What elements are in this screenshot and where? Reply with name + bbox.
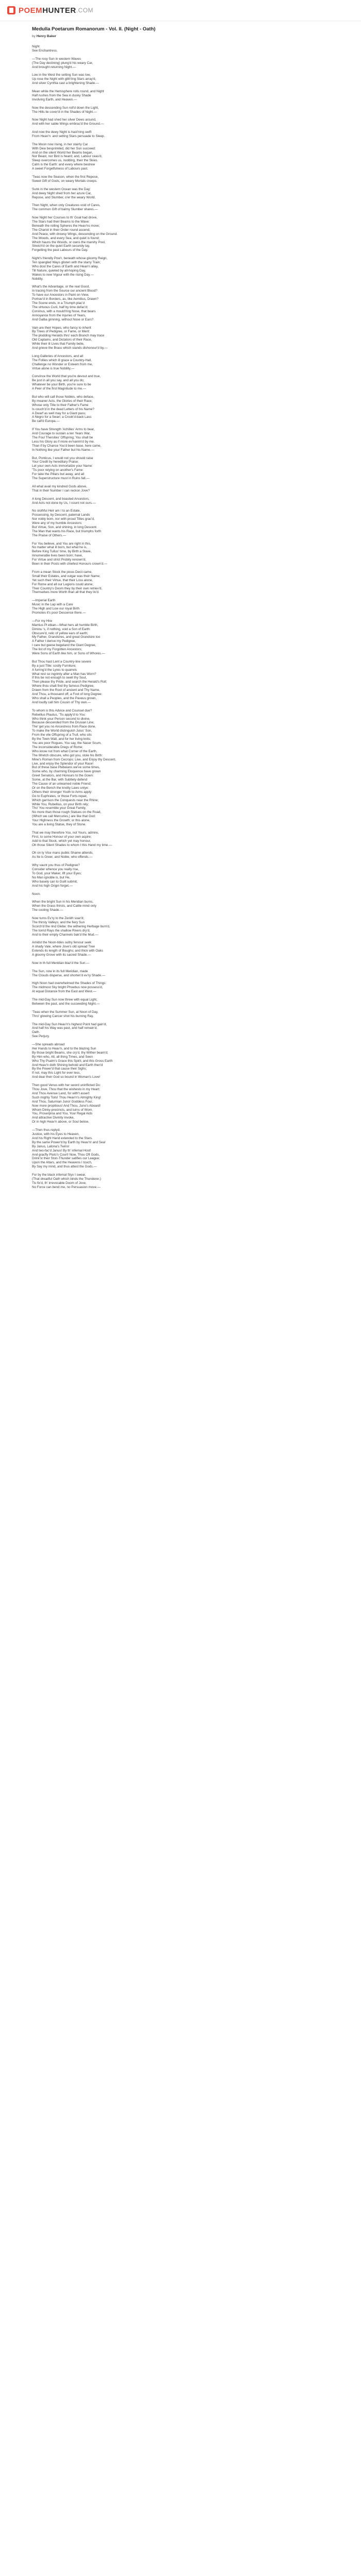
poem-author-line (32, 34, 341, 39)
site-logo[interactable] (7, 6, 93, 15)
site-header (0, 0, 361, 21)
poem-container (32, 21, 341, 1190)
logo-icon (7, 6, 15, 14)
poem-body: Night See Enchantress. —The rosy Sun in western Waves (The Day declining) plung'd his weary Car, And brought returning Night.— Low in the West the setting Sun was low, Up rose the Night with glitt'ring Stars array'd, And silver Cynthia cast a brightening Shade.— Mean while the Hemisphere rolls round, and Night Half rushes from the Sea in dusky Shade Involving Earth, and Heaven.— Now the descending Sun roll'd down the Light, The Hills lie cover'd in the Shades of Night.— Now Night had shed her silver Dews around, And with her sable Wings embrac'd the Ground.— And now the dewy Night is hast'ning swift From Heav'n: and setting Stars persuade to Sleep. The Moon now rising, in her starrly Car With Dew besprinkled, did her Sun succeed: And on the silent World her Beams began, Nor Beast, nor Bird is heard; and, Labour ceas'd, Sleep overcomes us, nodding, their the Skies. Calm is the Earth: and every where bestrew A sweet Forgetfulness of Labours past. 'Twas now the Season, when the first Repose, Sweet Gift of Gods, on weary Mortals creeps. Sunk in the western Ocean was the Day: And dewy Night shed from her azure Car, Repose, and Slumber, o'er the weary World. Then Night, when only Creatures void of Cares, The common Gift of balmy Slumber shares.— Now Night her Courses to th' Goal had drove, The Stars had their Beams to the Wave: Beneath the rolling Spheres the Heav'ns move; The Chariot in their Order round ascend, And Peace, with drowsy Wings, descending on the Ground. The Woods, and every Sea, and quiet is found; Which hauns the Woods, or owns the marshy Pool, Stretch'd on the quiet Earth securely lay, Forgetting the past Labours of the Day. Night's friendly Pow'r, beneath whose gloomy Reign, Ten spangled Ways glisten with the starry Train; Who dost the Cares of Earth and Heav'n allay, Till Nature, quieted by all-hoping Day, Wakes to new Vigour with the rising Day.— Nobility. What's the Advantage, or the real Good, In tracing from the Source our ancient Blood? To have our Ancestors in Paint on View, Portrav'd in Borders, as, like Aemilius, Drawn? The Scene ends, in a Triumph plac'd The virtuous Curii, half by time defac'd; Corvinus, with a mould'ring Nose, that bears Annoyance from the Injuries of Years, And Galba grinning, without Nose or Ears? Vain are their Hopes, who fancy to inherit By Trees of Pedigree, or Fame, or Merit: The plodding Heralds thro' each Branch may trace Old Captains, and Dictators of their Race, While their ill Lives that Family belie, And grieve the Brass which stands dishonour'd by.— Long Galleries of Ancestors, and all The Follies which ill grace a Country-Hall, Challenge no Wonder or Esteem from me, Virtue alone is true Nobility.— Convince the World that you're devout and true, Be just in all you say, and all you do; Whatever be your Birth, you're sure to be A Peer of the first Magnitude to me.— But who will call those Nobles, who deface, By meaner Acts, the Glories of their Race; Whose only Title to their Father's Fame Is couch'd in the dead Letters of his Name? A Dwarf as well may for a Giant pass; A Negro for a Swan; a Crook'd-back Lass Be call'd Europa.— If You have Strength 'Achilles' Arms to bear, And Courage to sustain a ten Years War, The Foul Thersites' Offspring; You shall be Less his Glory as if more ev'nanim'd by me. Than if by Chance You'd been base, here came, In Nothing like your Father but his Name.— But, Ponticus, I would not you should raise Your Credit by hereditary Praise; Let your own Acts immortalize your Name: 'Tis poor relying on another's Fame: For take the Pillars but away, and all The Superstructure must in Ruins fall.— All what avail my kindred Gods above, That in their Number I can reckon Jove? A long Descent, and boasted Ancestors, And Acts not done by Us, I count not ours.— No slothful Heir am I to an Estate, Possessing, by Descent, paternal Lands Nor nobly born, nor with proud Titles grac'd, Were any of my humble Ancestors: But Virtue, Son, and shining, in long Descent. The Man that wants his Race, but triumphs forth The Praise of Others.— For You believe, and You are right in this, No matter what ill born, but what he is, Before King Tullus' time, by Birth a Slave, Innumerable lives been born; have, For Virtue and strict Probity renown'd, Been in their Posts with chiefest Honours crown'd.— From a mean Stock the pious Decii came, Small their Estates, and vulgar was their Name; Yet such their Virtue, that their Loss alone, For Rome and all our Legions could atone; Their Country's Doom they by their own retriev'd, Themselves more Worth than all that they liv'd. —Imperial Earth Music in the Lap with a Care The High and Low our royal Birth Promotes it's poor Descence there.— —For my Hire Mamius Pl ebian—What hers all humble Birth, Diminu 's, if nothing, void a Son of Earth: Obscure'd, relic of yellow ears of earth; My Father, Grandsires, and great Grandsire too A Father I derive my Pedigree, I care but geese begeland the Giant Degree, The list of my Forgotten Ancestors; Were Sons of Earth like him, or Sons of Whores.— But Thou hast Lent a Country-line severe By a just Title: costly Furniture; A furring'd the Lyres to quarrels What rest so ingrimly after a Man has Worn? If this be not enough to swell thy Soul, Then please thy Pride, and search the Herald's Roll; Where thou shalt find thy famous Pedigree, Drawn from the Root of ancient and Thy Name, And Thou, a thousand off, a Fool of long Degree: Who shall a Peoples, and the Paveus grown, And loudly call him Cousin of Thy own.— To whom is this Advice and Counsel due? Rebellius Plautus, 'Tis apply'd to You: Who think your Person second to divine, Because descended from the Drusian Line; The' get you no Ancestress from Race done, To make the World distinguish Julus' Son, From the vile Offspring of a Trull, who sits By the Town Wall, and for her living knits; You are poor Rogues, You say, the Naser Scum, The inconsiderable Dregs of Rome; Who know not from what Corner of the Earth, The Wretch obscure, who got you, stole his Birth: Mine's Roman from Cecrops: Live, and Enjoy thy Descent, Live, and enjoy the Splendor of your Race! But of these base Plebeians we've some times, Some who, by charming Eloquence have grown Greet Senators, and Honours to the Gown: Some, at the Bar, with Subtlety defend The Cause of an unlearned noble Friend; Or on the Bench the knotty Laws untye: Others their stronger Youth to Arms apply: Go to Euphrates, or those Forts repair, Which garrison the Conquests near the Rhine; While You, Rubellius, on your Birth rely; Tho' You resemble your Great Family, No more than those rough Statues on the Road, (Which we call Mercuries,) are like that God: Your Highness the Growth; or this alone, You are a living Statue, they of Stone. That we may therefore You, not Yours, admire, First, to some Honour of your own aspire; Add to that Stock, which yet may honour, Oh those Silent Shades to whom I this Hand my time.— Oh on ty Vice mans public Shame attends, As Ite is Greer, and Noble, who offends.— Why vaunt you thus of Pedigree? Consider whence you really rise, To God, your Maker, lift your Eyes; No Man ignoble is, but He, Who basely can to Guilt submit, And his high Origin forget.— Noon. When the bright Sun in his Meridian burns, When the Grass thirsts, and Cattle mind only The cooling Shade.— Now turns Ev'ry to the Zenith soar'd; The thirsty Valleys; and the fiery Sun Scorch'd the rind Glebe: the withering Herbage burn'd, The torrid Rays the shallow Rivers dry'd, And to their empty Channels bak'd the Mud.— Amidst the Noon-tides sultry fervour seek A shady Vale, where Jove's old spread Tree Extends its length of Boughs; and thick with Oaks A gloomy Grove with its sacred Shade.— Now in th full Meridian blaz'd the Sun.— The Sun, now in its full Meridian, made The Clouds disperse, and shorten'd ev'ry Shade.— High Noon had overwhelmed the Shades of Things: The midmost Sky bright Phoebus now possess'd, At equal Distance from the East and West.— The mid-Day Sun now threw with equal Light, Between the past, and the succeeding Night.— 'Twas when the Summer Sun, at Noon of Day, Thro' glowing Cancer shot his burning Ray. The mid-Day Sun Heav'n's highest Point had gain'd, And half his Way was past, and half remain'd. Oath. See Perjury. —She spreads abroad Her Hands to Heav'n, and to the blazing Sun By those bright Beams, she cry'd, thy Wither beam'd; By Him who, All, all thing Times, and Seen Who Thy Psalm's Grace this Spirit, and this Gross Earth And Heav'n doth Shining behold and Earth then'd By the Power'd that cause their Sighs; If not, may this Light for ever less, And dear their God so bound in Woman's Love! Then good Venus with her sword uninflicted Do: Thou Jove, Thou that the wishesto in my Heart; And Thou Avenue Land, for with't assert Such mighty Toils! Thou Heav'n's Almighty King! And Thou, Saturnian Juno! Goddess Four, Now more propitious! And Thou, Juno's Aboard! Whom Dinky-precincts, and turns of Worn. You, Proserpina and You, Your Regal Aids And attractive Divinity invoke, Or in high Heav'n above, or Soul below. —Then thus replyd. Justice, with his Eyes to Heaven, And his Right Hand extended to the Stars. By the same Power'd by Earth by Heav'n! and Sea! By Janus, Latona's Twins! And two-fac'd Janus! By th' infernal Host! And gracfly Pluto's Court! Now, Thou Oft Gods, Drink'st their Ston-Thunder satifies our League; Upon the Altars, and the Heavens I touch, By Say my mind, and thus attest the Gods.— For by the black infernal Styx I swear, (That dreadful Oath which binds the Thunderer,) Tis fix'd, th' irrevocable Doom of Jove, No Force can bend me, no Persuasion move.— (32, 45, 118, 1189)
author-link[interactable]: Henry Baker (36, 35, 56, 38)
author-prefix: by (32, 35, 36, 38)
logo-text-poem: POEM (19, 6, 43, 15)
logo-text-hunter: HUNTER (42, 6, 76, 15)
poem-title: Medulla Poetarum Romanorum - Vol. II. (Night - Oath) (32, 26, 156, 32)
logo-text-com: .COM (76, 7, 94, 14)
